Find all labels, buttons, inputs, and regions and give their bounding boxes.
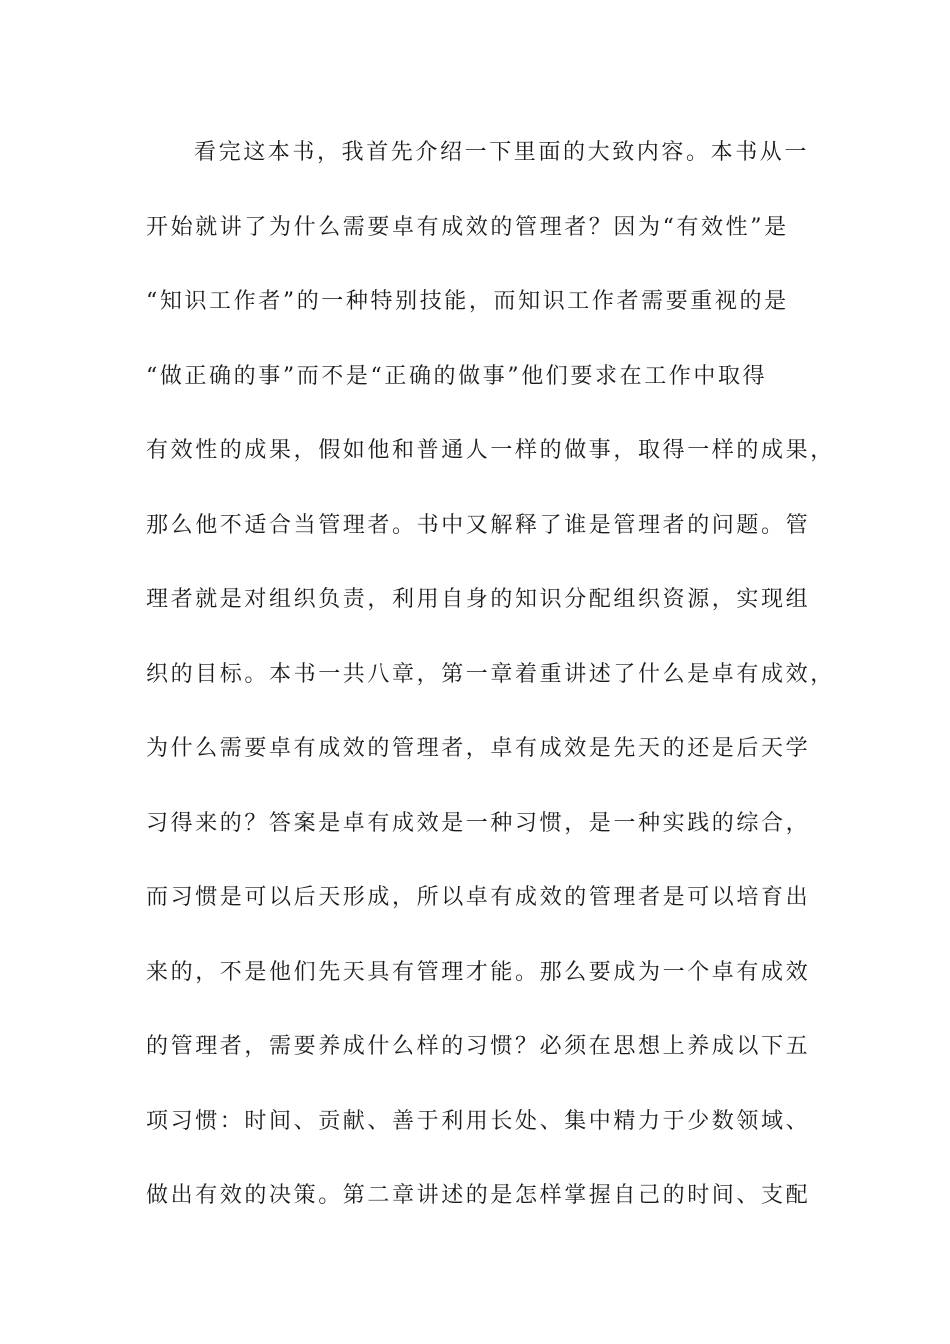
paragraph-line-2: 开始就讲了为什么需要卓有成效的管理者？因为“有效性”是 [146, 214, 789, 240]
paragraph-line-11: 而习惯是可以后天形成，所以卓有成效的管理者是可以培育出 [146, 885, 811, 910]
paragraph-line-12: 来的，不是他们先天具有管理才能。那么要成为一个卓有成效 [146, 959, 811, 985]
paragraph-line-15: 做出有效的决策。第二章讲述的是怎样掌握自己的时间、支配 [146, 1183, 811, 1208]
paragraph-line-1: 看完这本书，我首先介绍一下里面的大致内容。本书从一 [194, 140, 810, 165]
paragraph-line-13: 的管理者，需要养成什么样的习惯？必须在思想上养成以下五 [146, 1034, 811, 1059]
paragraph-line-4: “做正确的事”而不是“正确的做事”他们要求在工作中取得 [146, 363, 768, 389]
paragraph-line-7: 理者就是对组织负责，利用自身的知识分配组织资源，实现组 [146, 587, 811, 612]
paragraph-line-8: 织的目标。本书一共八章，第一章着重讲述了什么是卓有成效， [146, 661, 835, 687]
paragraph-line-6: 那么他不适合当管理者。书中又解释了谁是管理者的问题。管 [146, 512, 811, 538]
paragraph-line-5: 有效性的成果，假如他和普通人一样的做事，取得一样的成果， [146, 438, 835, 463]
paragraph-line-3: “知识工作者”的一种特别技能，而知识工作者需要重视的是 [146, 289, 789, 314]
body-paragraph [146, 130, 835, 1248]
paragraph-line-14: 项习惯：时间、贡献、善于利用长处、集中精力于少数领域、 [146, 1108, 811, 1134]
paragraph-line-10: 习得来的？答案是卓有成效是一种习惯，是一种实践的综合， [146, 810, 811, 836]
paragraph-line-9: 为什么需要卓有成效的管理者，卓有成效是先天的还是后天学 [146, 736, 811, 761]
